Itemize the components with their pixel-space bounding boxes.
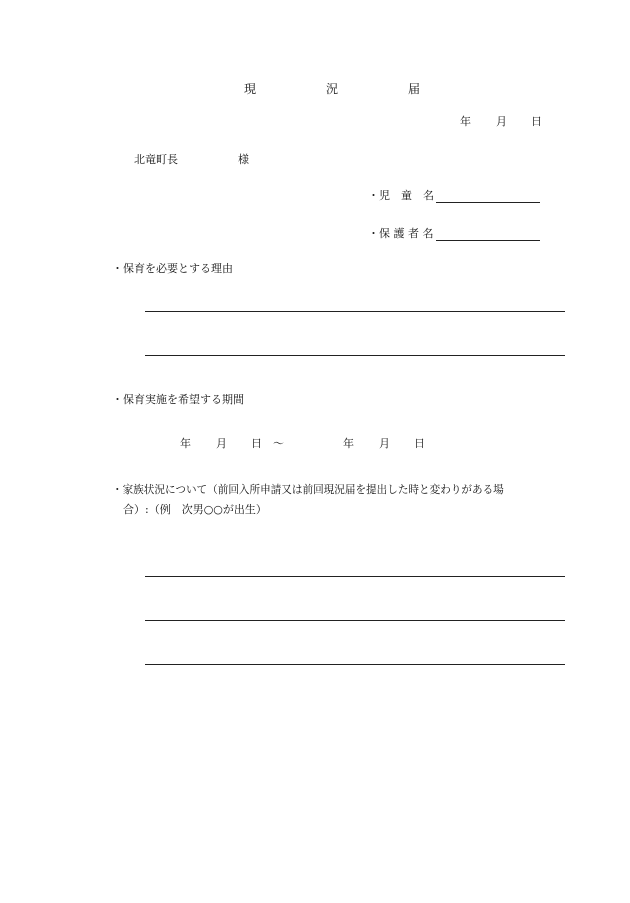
period-from-day: 日	[251, 437, 262, 450]
period-to-month: 月	[379, 437, 390, 450]
period-tilde: ～	[273, 437, 284, 450]
honorific: 様	[238, 153, 249, 166]
date-month-label: 月	[496, 115, 507, 128]
title-char-3: 届	[408, 82, 421, 96]
guardian-name-underline[interactable]	[436, 228, 540, 241]
reason-line-2[interactable]	[145, 355, 565, 356]
guardian-name-label: ・保 護 者 名	[368, 227, 434, 240]
period-from-year: 年	[180, 437, 191, 450]
child-name-underline[interactable]	[436, 190, 540, 203]
family-heading-line-2: 合）:（例 次男○○が出生）	[123, 503, 267, 516]
reason-line-1[interactable]	[145, 311, 565, 312]
child-name-label: ・児 童 名	[368, 189, 434, 202]
family-line-2[interactable]	[145, 620, 565, 621]
period-to-day: 日	[414, 437, 425, 450]
date-year-label: 年	[460, 115, 471, 128]
date-day-label: 日	[531, 115, 542, 128]
family-line-1[interactable]	[145, 576, 565, 577]
reason-heading: ・保育を必要とする理由	[112, 262, 233, 275]
period-heading: ・保育実施を希望する期間	[112, 393, 244, 406]
child-name-field[interactable]	[368, 189, 540, 203]
period-to-year: 年	[343, 437, 354, 450]
title-char-2: 況	[326, 82, 339, 96]
family-line-3[interactable]	[145, 664, 565, 665]
guardian-name-field[interactable]	[368, 227, 540, 241]
family-heading-line-1: ・家族状況について（前回入所申請又は前回現況届を提出した時と変わりがある場	[112, 484, 504, 496]
title-char-1: 現	[244, 82, 257, 96]
addressee: 北竜町長	[134, 153, 178, 166]
period-from-month: 月	[216, 437, 227, 450]
